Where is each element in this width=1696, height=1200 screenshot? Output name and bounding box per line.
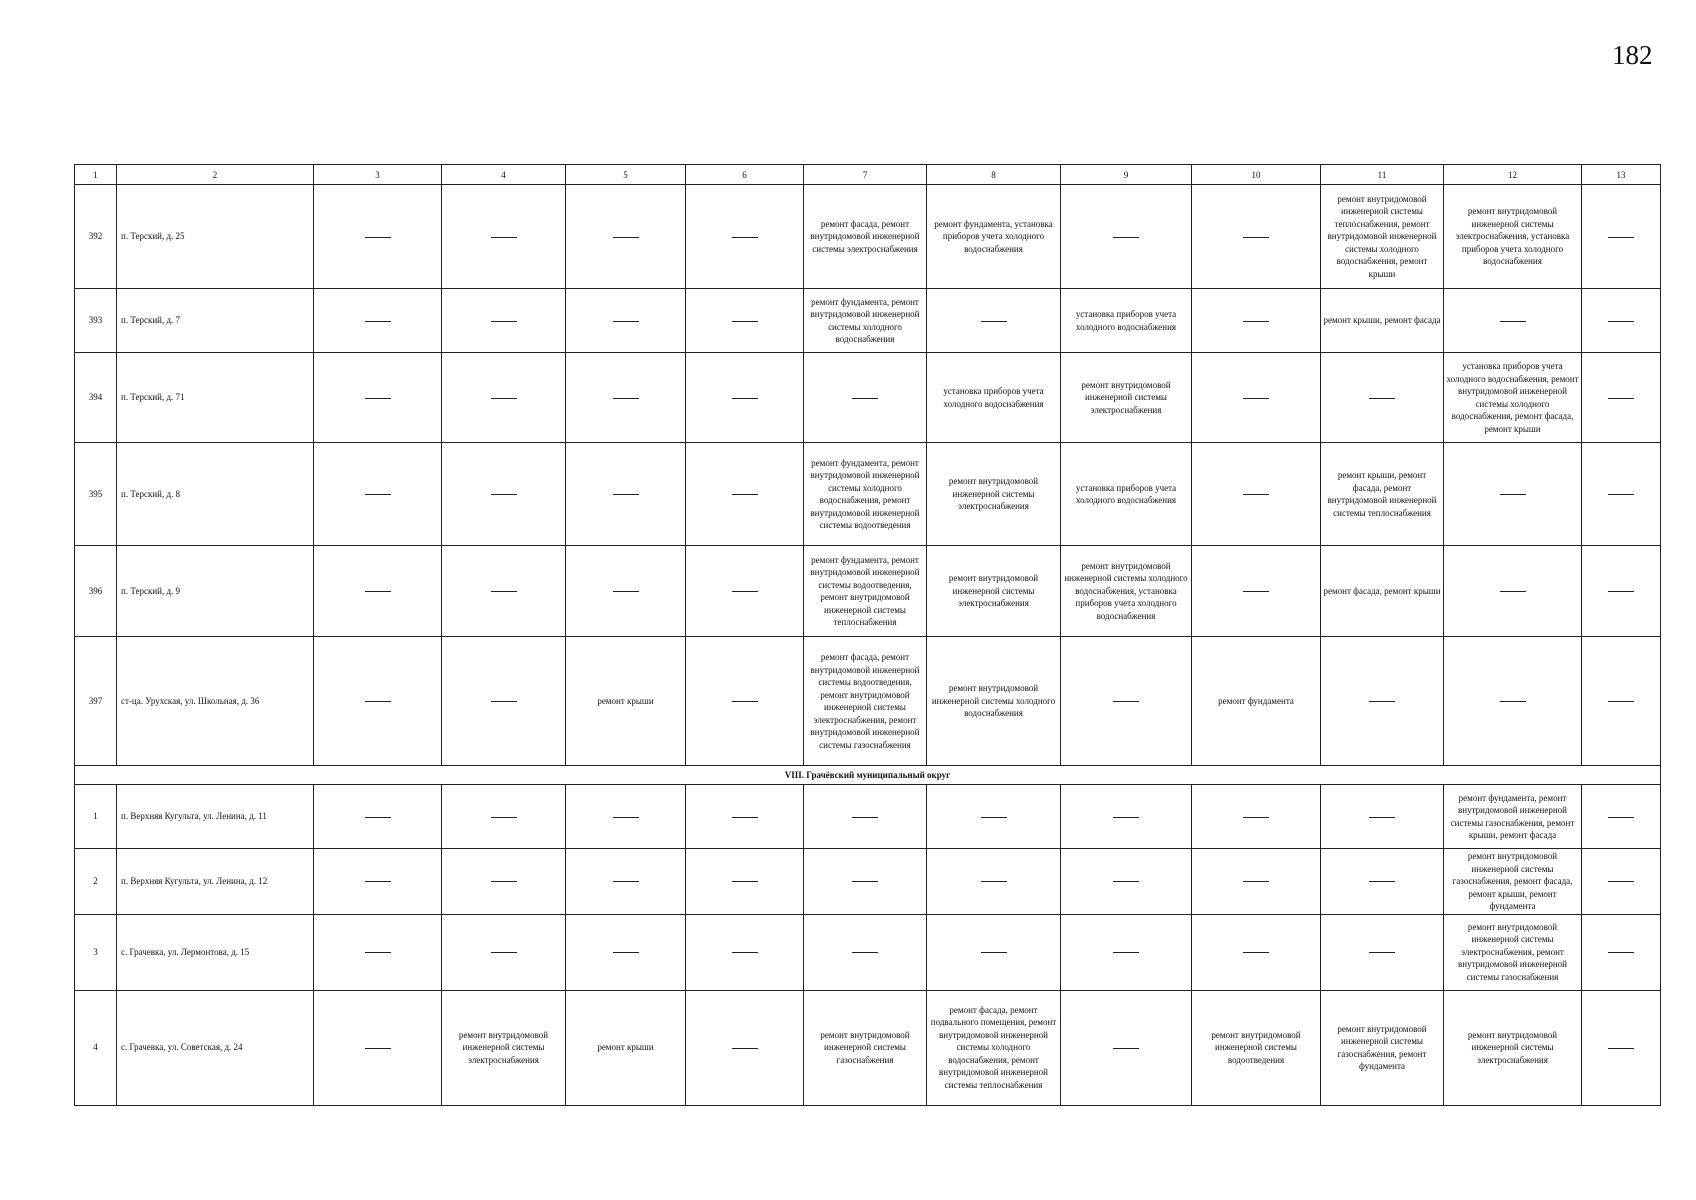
empty-dash xyxy=(491,398,517,399)
column-number: 1 xyxy=(75,165,117,185)
empty-dash xyxy=(491,952,517,953)
work-cell xyxy=(1582,443,1661,546)
work-cell xyxy=(1061,849,1192,915)
empty-dash xyxy=(852,952,878,953)
empty-dash xyxy=(732,701,758,702)
row-address: п. Терский, д. 25 xyxy=(117,185,314,289)
empty-dash xyxy=(1243,494,1269,495)
section-header-row xyxy=(75,766,1661,785)
empty-dash xyxy=(981,881,1007,882)
empty-dash xyxy=(1608,881,1634,882)
work-cell xyxy=(927,785,1061,849)
row-address: ст-ца. Урухская, ул. Школьная, д. 36 xyxy=(117,637,314,766)
empty-dash xyxy=(1608,817,1634,818)
work-cell: ремонт крыши, ремонт фасада, ремонт внутридомовой инженерной системы теплоснабжения xyxy=(1321,443,1444,546)
work-cell: ремонт крыши xyxy=(566,637,686,766)
empty-dash xyxy=(613,881,639,882)
empty-dash xyxy=(613,952,639,953)
empty-dash xyxy=(613,591,639,592)
row-number: 394 xyxy=(75,353,117,443)
work-cell xyxy=(442,185,566,289)
table-row xyxy=(75,637,1661,766)
work-cell xyxy=(1582,353,1661,443)
work-cell xyxy=(686,637,804,766)
work-cell: ремонт фасада, ремонт подвального помещения, ремонт внутридомовой инженерной системы холодного водоснабжения, ремонт внутридомовой инженерной системы теплоснабжения xyxy=(927,990,1061,1105)
empty-dash xyxy=(1113,952,1139,953)
empty-dash xyxy=(1608,321,1634,322)
work-cell: ремонт фундамента, ремонт внутридомовой инженерной системы водоотведения, ремонт внутридомовой инженерной системы теплоснабжения xyxy=(804,546,927,637)
work-cell xyxy=(1444,546,1582,637)
work-cell: ремонт внутридомовой инженерной системы электроснабжения xyxy=(442,990,566,1105)
empty-dash xyxy=(1500,321,1526,322)
work-cell: ремонт внутридомовой инженерной системы электроснабжения xyxy=(1444,990,1582,1105)
empty-dash xyxy=(732,881,758,882)
empty-dash xyxy=(1243,237,1269,238)
row-address: п. Верхняя Кугульта, ул. Ленина, д. 11 xyxy=(117,785,314,849)
work-cell xyxy=(566,443,686,546)
work-cell xyxy=(804,914,927,990)
empty-dash xyxy=(491,321,517,322)
work-cell: ремонт внутридомовой инженерной системы электроснабжения xyxy=(1061,353,1192,443)
work-cell: ремонт внутридомовой инженерной системы электроснабжения, установка приборов учета холодного водоснабжения xyxy=(1444,185,1582,289)
work-cell xyxy=(686,849,804,915)
empty-dash xyxy=(365,952,391,953)
work-cell xyxy=(1192,185,1321,289)
work-cell xyxy=(314,185,442,289)
work-cell xyxy=(1061,990,1192,1105)
table-row xyxy=(75,185,1661,289)
work-cell xyxy=(927,289,1061,353)
empty-dash xyxy=(852,398,878,399)
work-cell xyxy=(686,990,804,1105)
work-cell xyxy=(566,289,686,353)
work-cell xyxy=(1192,785,1321,849)
work-cell xyxy=(1061,637,1192,766)
empty-dash xyxy=(732,494,758,495)
table-row xyxy=(75,785,1661,849)
work-cell xyxy=(1061,914,1192,990)
work-cell xyxy=(1582,914,1661,990)
row-number: 395 xyxy=(75,443,117,546)
empty-dash xyxy=(732,817,758,818)
work-cell xyxy=(442,849,566,915)
table-row xyxy=(75,289,1661,353)
row-address: п. Терский, д. 8 xyxy=(117,443,314,546)
work-cell xyxy=(314,914,442,990)
empty-dash xyxy=(1369,881,1395,882)
row-number: 1 xyxy=(75,785,117,849)
capital-repair-table xyxy=(74,164,1661,1106)
row-address: с. Грачевка, ул. Лермонтова, д. 15 xyxy=(117,914,314,990)
table-row xyxy=(75,443,1661,546)
work-cell xyxy=(566,785,686,849)
work-cell xyxy=(314,443,442,546)
empty-dash xyxy=(732,952,758,953)
empty-dash xyxy=(1243,321,1269,322)
row-number: 3 xyxy=(75,914,117,990)
work-cell xyxy=(314,849,442,915)
work-cell xyxy=(442,637,566,766)
work-cell xyxy=(927,914,1061,990)
empty-dash xyxy=(1369,701,1395,702)
work-cell xyxy=(1192,353,1321,443)
work-cell: установка приборов учета холодного водоснабжения xyxy=(1061,289,1192,353)
work-cell xyxy=(686,443,804,546)
table-row xyxy=(75,849,1661,915)
row-number: 393 xyxy=(75,289,117,353)
row-number: 2 xyxy=(75,849,117,915)
empty-dash xyxy=(1243,952,1269,953)
work-cell xyxy=(1582,849,1661,915)
column-number: 9 xyxy=(1061,165,1192,185)
work-cell: ремонт крыши, ремонт фасада xyxy=(1321,289,1444,353)
empty-dash xyxy=(732,1048,758,1049)
empty-dash xyxy=(491,237,517,238)
empty-dash xyxy=(365,1048,391,1049)
work-cell: ремонт внутридомовой инженерной системы газоснабжения xyxy=(804,990,927,1105)
empty-dash xyxy=(981,321,1007,322)
work-cell xyxy=(686,785,804,849)
empty-dash xyxy=(1500,701,1526,702)
empty-dash xyxy=(1243,817,1269,818)
empty-dash xyxy=(852,881,878,882)
column-number: 11 xyxy=(1321,165,1444,185)
work-cell: ремонт внутридомовой инженерной системы газоснабжения, ремонт фундамента xyxy=(1321,990,1444,1105)
empty-dash xyxy=(613,321,639,322)
table-row xyxy=(75,990,1661,1105)
empty-dash xyxy=(365,591,391,592)
work-cell xyxy=(566,849,686,915)
table-body xyxy=(75,165,1661,1106)
work-cell xyxy=(1321,637,1444,766)
work-cell: установка приборов учета холодного водоснабжения xyxy=(1061,443,1192,546)
work-cell: ремонт фундамента, ремонт внутридомовой инженерной системы холодного водоснабжения xyxy=(804,289,927,353)
empty-dash xyxy=(1500,591,1526,592)
row-address: п. Терский, д. 9 xyxy=(117,546,314,637)
work-cell xyxy=(1582,185,1661,289)
empty-dash xyxy=(1369,952,1395,953)
table-row xyxy=(75,546,1661,637)
work-cell xyxy=(1192,849,1321,915)
empty-dash xyxy=(732,237,758,238)
column-number: 3 xyxy=(314,165,442,185)
work-cell xyxy=(686,546,804,637)
work-cell xyxy=(1444,289,1582,353)
empty-dash xyxy=(732,591,758,592)
empty-dash xyxy=(491,591,517,592)
empty-dash xyxy=(613,494,639,495)
work-cell xyxy=(1321,914,1444,990)
work-cell xyxy=(1582,546,1661,637)
work-cell xyxy=(566,353,686,443)
page-number: 182 xyxy=(1612,40,1653,70)
column-number: 4 xyxy=(442,165,566,185)
row-address: п. Терский, д. 7 xyxy=(117,289,314,353)
work-cell xyxy=(927,849,1061,915)
work-cell xyxy=(1321,849,1444,915)
empty-dash xyxy=(491,817,517,818)
work-cell xyxy=(686,185,804,289)
work-cell: ремонт внутридомовой инженерной системы холодного водоснабжения xyxy=(927,637,1061,766)
row-address: п. Терский, д. 71 xyxy=(117,353,314,443)
empty-dash xyxy=(1113,237,1139,238)
empty-dash xyxy=(491,881,517,882)
empty-dash xyxy=(1608,237,1634,238)
empty-dash xyxy=(1243,591,1269,592)
row-number: 4 xyxy=(75,990,117,1105)
work-cell xyxy=(804,785,927,849)
work-cell xyxy=(804,849,927,915)
work-cell xyxy=(1582,785,1661,849)
work-cell: ремонт фасада, ремонт внутридомовой инженерной системы электроснабжения xyxy=(804,185,927,289)
work-cell: ремонт внутридомовой инженерной системы электроснабжения, ремонт внутридомовой инженерной системы газоснабжения xyxy=(1444,914,1582,990)
row-address: с. Грачевка, ул. Советская, д. 24 xyxy=(117,990,314,1105)
work-cell: ремонт фундамента, ремонт внутридомовой инженерной системы газоснабжения, ремонт крыши, ремонт фасада xyxy=(1444,785,1582,849)
empty-dash xyxy=(613,398,639,399)
work-cell xyxy=(314,353,442,443)
empty-dash xyxy=(1369,398,1395,399)
empty-dash xyxy=(491,494,517,495)
work-cell xyxy=(1321,785,1444,849)
column-number: 7 xyxy=(804,165,927,185)
work-cell xyxy=(1444,443,1582,546)
empty-dash xyxy=(1608,952,1634,953)
empty-dash xyxy=(1608,701,1634,702)
work-cell xyxy=(1582,990,1661,1105)
empty-dash xyxy=(1113,701,1139,702)
empty-dash xyxy=(732,398,758,399)
empty-dash xyxy=(365,881,391,882)
work-cell xyxy=(1061,785,1192,849)
work-cell: ремонт внутридомовой инженерной системы холодного водоснабжения, установка приборов учета холодного водоснабжения xyxy=(1061,546,1192,637)
work-cell xyxy=(314,785,442,849)
work-cell xyxy=(804,353,927,443)
empty-dash xyxy=(365,701,391,702)
work-cell xyxy=(686,914,804,990)
row-address: п. Верхняя Кугульта, ул. Ленина, д. 12 xyxy=(117,849,314,915)
empty-dash xyxy=(1608,591,1634,592)
work-cell xyxy=(566,914,686,990)
row-number: 392 xyxy=(75,185,117,289)
work-cell xyxy=(1192,546,1321,637)
work-cell xyxy=(1444,637,1582,766)
work-cell xyxy=(686,353,804,443)
work-cell xyxy=(686,289,804,353)
empty-dash xyxy=(1243,881,1269,882)
work-cell xyxy=(1321,353,1444,443)
column-number: 12 xyxy=(1444,165,1582,185)
column-number: 2 xyxy=(117,165,314,185)
empty-dash xyxy=(365,494,391,495)
empty-dash xyxy=(1608,1048,1634,1049)
empty-dash xyxy=(365,321,391,322)
work-cell: ремонт крыши xyxy=(566,990,686,1105)
work-cell: ремонт внутридомовой инженерной системы теплоснабжения, ремонт внутридомовой инженерной системы холодного водоснабжения, ремонт крыши xyxy=(1321,185,1444,289)
empty-dash xyxy=(852,817,878,818)
empty-dash xyxy=(1608,494,1634,495)
work-cell xyxy=(442,443,566,546)
column-number: 10 xyxy=(1192,165,1321,185)
work-cell: ремонт внутридомовой инженерной системы электроснабжения xyxy=(927,546,1061,637)
empty-dash xyxy=(1113,817,1139,818)
row-number: 396 xyxy=(75,546,117,637)
work-cell xyxy=(314,637,442,766)
empty-dash xyxy=(732,321,758,322)
empty-dash xyxy=(981,952,1007,953)
work-cell: установка приборов учета холодного водоснабжения xyxy=(927,353,1061,443)
work-cell xyxy=(442,353,566,443)
empty-dash xyxy=(491,701,517,702)
work-cell xyxy=(442,546,566,637)
empty-dash xyxy=(365,817,391,818)
empty-dash xyxy=(1608,398,1634,399)
empty-dash xyxy=(365,398,391,399)
work-cell xyxy=(314,546,442,637)
work-cell xyxy=(442,289,566,353)
work-cell xyxy=(1192,289,1321,353)
empty-dash xyxy=(981,817,1007,818)
column-number: 6 xyxy=(686,165,804,185)
work-cell xyxy=(1061,185,1192,289)
work-cell xyxy=(1192,443,1321,546)
section-title: VIII. Грачёвский муниципальный округ xyxy=(75,766,1661,785)
table-row xyxy=(75,353,1661,443)
work-cell: ремонт фундамента, установка приборов учета холодного водоснабжения xyxy=(927,185,1061,289)
work-cell xyxy=(566,546,686,637)
column-number: 13 xyxy=(1582,165,1661,185)
empty-dash xyxy=(365,237,391,238)
work-cell: установка приборов учета холодного водоснабжения, ремонт внутридомовой инженерной системы холодного водоснабжения, ремонт фасада, ремонт крыши xyxy=(1444,353,1582,443)
empty-dash xyxy=(1500,494,1526,495)
work-cell xyxy=(442,914,566,990)
empty-dash xyxy=(1243,398,1269,399)
empty-dash xyxy=(613,817,639,818)
work-cell: ремонт внутридомовой инженерной системы газоснабжения, ремонт фасада, ремонт крыши, ремонт фундамента xyxy=(1444,849,1582,915)
work-cell xyxy=(442,785,566,849)
empty-dash xyxy=(1369,817,1395,818)
empty-dash xyxy=(1113,1048,1139,1049)
column-number: 5 xyxy=(566,165,686,185)
row-number: 397 xyxy=(75,637,117,766)
empty-dash xyxy=(613,237,639,238)
work-cell: ремонт фундамента, ремонт внутридомовой инженерной системы холодного водоснабжения, ремонт внутридомовой инженерной системы водоотведения xyxy=(804,443,927,546)
work-cell: ремонт фасада, ремонт крыши xyxy=(1321,546,1444,637)
work-cell xyxy=(1192,914,1321,990)
work-cell xyxy=(1582,289,1661,353)
work-cell: ремонт внутридомовой инженерной системы водоотведения xyxy=(1192,990,1321,1105)
work-cell xyxy=(314,289,442,353)
work-cell xyxy=(566,185,686,289)
empty-dash xyxy=(1113,881,1139,882)
work-cell: ремонт фундамента xyxy=(1192,637,1321,766)
table-row xyxy=(75,914,1661,990)
work-cell: ремонт фасада, ремонт внутридомовой инженерной системы водоотведения, ремонт внутридомовой инженерной системы электроснабжения, ремонт внутридомовой инженерной системы газоснабжения xyxy=(804,637,927,766)
column-number: 8 xyxy=(927,165,1061,185)
work-cell: ремонт внутридомовой инженерной системы электроснабжения xyxy=(927,443,1061,546)
work-cell xyxy=(1582,637,1661,766)
column-number-row xyxy=(75,165,1661,185)
work-cell xyxy=(314,990,442,1105)
